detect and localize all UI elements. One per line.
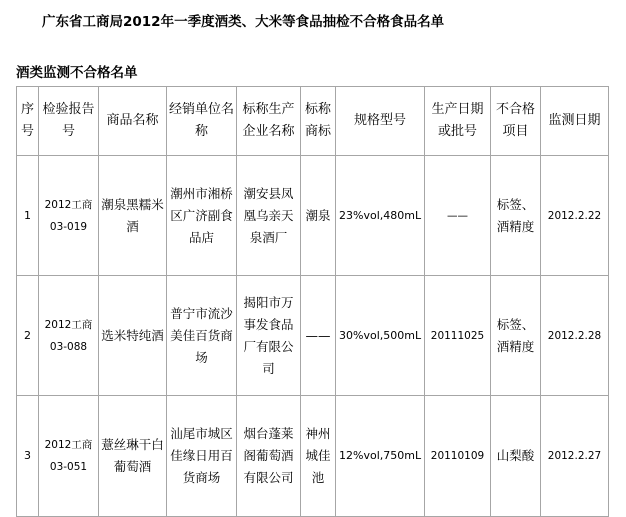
page-title: 广东省工商局2012年一季度酒类、大米等食品抽检不合格食品名单 xyxy=(42,14,445,30)
cell-failed-item: 标签、酒精度 xyxy=(491,156,541,276)
header-cell-spec: 规格型号 xyxy=(336,87,425,156)
cell-report-no: 2012工商03-051 xyxy=(39,396,99,517)
header-cell-dealer: 经销单位名称 xyxy=(167,87,237,156)
cell-batch: 20111025 xyxy=(425,276,491,396)
header-cell-date: 监测日期 xyxy=(541,87,609,156)
cell-product: 薏丝琳干白葡萄酒 xyxy=(99,396,167,517)
cell-spec: 23%vol,480mL xyxy=(336,156,425,276)
cell-manufacturer: 烟台蓬莱阁葡萄酒有限公司 xyxy=(237,396,301,517)
cell-report-no: 2012工商03-088 xyxy=(39,276,99,396)
header-cell-report-no: 检验报告号 xyxy=(39,87,99,156)
header-cell-batch: 生产日期或批号 xyxy=(425,87,491,156)
cell-spec: 30%vol,500mL xyxy=(336,276,425,396)
cell-trademark: 神州城佳池 xyxy=(301,396,336,517)
cell-trademark: —— xyxy=(301,276,336,396)
header-cell-trademark: 标称商标 xyxy=(301,87,336,156)
cell-dealer: 汕尾市城区佳缘日用百货商场 xyxy=(167,396,237,517)
cell-dealer: 潮州市湘桥区广济副食品店 xyxy=(167,156,237,276)
cell-spec: 12%vol,750mL xyxy=(336,396,425,517)
cell-manufacturer: 揭阳市万事发食品厂有限公司 xyxy=(237,276,301,396)
table-row xyxy=(17,156,609,276)
cell-date: 2012.2.28 xyxy=(541,276,609,396)
cell-seq: 1 xyxy=(17,156,39,276)
cell-manufacturer: 潮安县凤凰乌亲天泉酒厂 xyxy=(237,156,301,276)
cell-failed-item: 标签、酒精度 xyxy=(491,276,541,396)
table-header-row xyxy=(17,87,609,156)
cell-dealer: 普宁市流沙美佳百货商场 xyxy=(167,276,237,396)
header-cell-product: 商品名称 xyxy=(99,87,167,156)
cell-failed-item: 山梨酸 xyxy=(491,396,541,517)
cell-date: 2012.2.27 xyxy=(541,396,609,517)
section-title: 酒类监测不合格名单 xyxy=(16,65,138,81)
cell-seq: 2 xyxy=(17,276,39,396)
cell-product: 选米特纯酒 xyxy=(99,276,167,396)
cell-product: 潮泉黑糯米酒 xyxy=(99,156,167,276)
table-row xyxy=(17,396,609,517)
cell-batch: 20110109 xyxy=(425,396,491,517)
header-cell-failed-item: 不合格项目 xyxy=(491,87,541,156)
header-cell-manufacturer: 标称生产企业名称 xyxy=(237,87,301,156)
unqualified-list-table xyxy=(16,86,609,517)
cell-report-no: 2012工商03-019 xyxy=(39,156,99,276)
cell-trademark: 潮泉 xyxy=(301,156,336,276)
header-cell-seq: 序号 xyxy=(17,87,39,156)
cell-seq: 3 xyxy=(17,396,39,517)
cell-date: 2012.2.22 xyxy=(541,156,609,276)
table-row xyxy=(17,276,609,396)
cell-batch: —— xyxy=(425,156,491,276)
